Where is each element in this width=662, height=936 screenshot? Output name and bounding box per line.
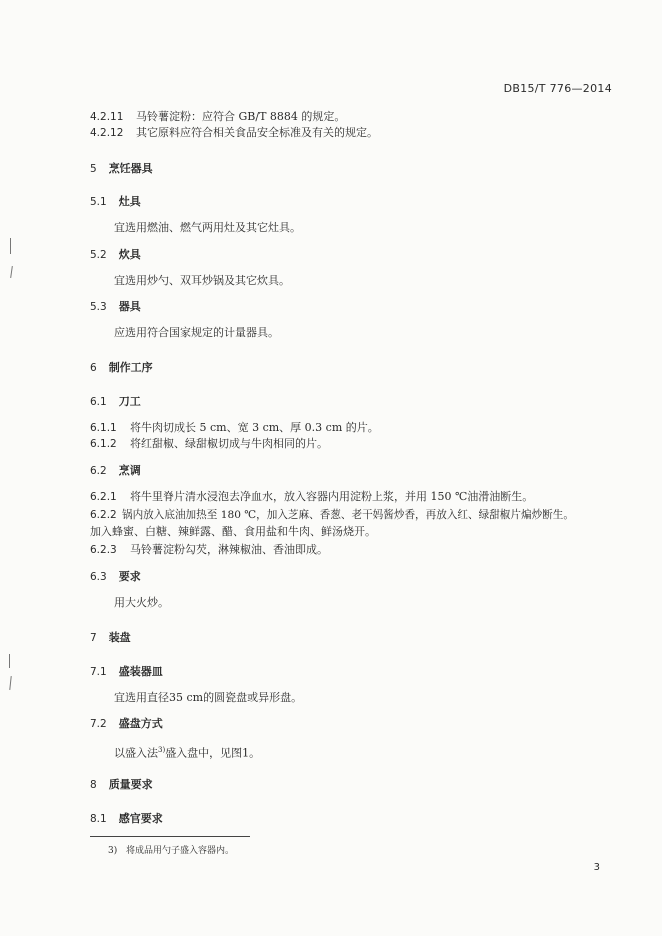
clause-text: 将牛里脊片清水浸泡去净血水，放入容器内用淀粉上浆，并用 150 ℃油滑油断生。 [130, 490, 534, 503]
heading-5-3 [90, 300, 141, 314]
footnote-number: 3) [108, 846, 118, 856]
heading-number: 7.2 [90, 718, 107, 730]
binding-mark [9, 676, 11, 690]
clause-4-2-11 [90, 110, 345, 124]
heading-number: 6.2 [90, 465, 107, 477]
clause-4-2-12 [90, 126, 378, 140]
clause-6-1-1 [90, 421, 379, 435]
clause-number: 6.1.2 [90, 438, 117, 450]
paragraph: 宜选用燃油、燃气两用灶及其它灶具。 [114, 221, 301, 234]
heading-title: 盛装器皿 [118, 665, 163, 678]
paragraph-text: 以盛入法 [114, 746, 158, 760]
heading-title: 装盘 [108, 631, 131, 644]
heading-6-1 [90, 395, 141, 409]
page-number: 3 [593, 862, 600, 873]
heading-6 [90, 361, 153, 375]
clause-continuation: 加入蜂蜜、白糖、辣鲜露、醋、食用盐和牛肉、鲜汤烧开。 [90, 525, 376, 538]
heading-title: 器具 [118, 300, 141, 313]
heading-7 [90, 631, 131, 645]
heading-number: 8 [90, 779, 97, 791]
paragraph [114, 743, 260, 761]
clause-number: 6.2.2 [90, 509, 117, 521]
clause-number: 6.2.1 [90, 491, 117, 503]
heading-number: 8.1 [90, 813, 107, 825]
heading-number: 6.1 [90, 396, 107, 408]
binding-mark [10, 238, 11, 254]
heading-6-3 [90, 570, 141, 584]
paragraph: 宜选用炒勺、双耳炒锅及其它炊具。 [114, 274, 290, 287]
heading-number: 5.3 [90, 301, 107, 313]
clause-6-1-2 [90, 437, 328, 451]
footnote-divider [90, 836, 250, 837]
heading-number: 6.3 [90, 571, 107, 583]
paragraph: 用大火炒。 [114, 596, 169, 609]
heading-title: 刀工 [118, 395, 141, 408]
binding-mark [10, 266, 13, 278]
heading-7-2 [90, 717, 163, 731]
paragraph: 宜选用直径35 cm的圆瓷盘或异形盘。 [114, 691, 303, 704]
paragraph: 应选用符合国家规定的计量器具。 [114, 326, 279, 339]
heading-number: 6 [90, 362, 97, 374]
heading-title: 盛盘方式 [118, 717, 163, 730]
paragraph-text: 盛入盘中，见图1。 [165, 746, 261, 760]
binding-mark [9, 654, 10, 668]
heading-title: 质量要求 [108, 778, 153, 791]
standard-code: DB15/T 776—2014 [503, 82, 612, 95]
heading-8 [90, 778, 153, 792]
clause-text: 将红甜椒、绿甜椒切成与牛肉相同的片。 [130, 437, 328, 450]
clause-number: 4.2.11 [90, 111, 124, 123]
heading-6-2 [90, 464, 141, 478]
heading-title: 感官要求 [118, 812, 163, 825]
footnote-reference: 3) [158, 746, 166, 754]
heading-number: 5.1 [90, 196, 107, 208]
heading-number: 5 [90, 163, 97, 175]
heading-number: 5.2 [90, 249, 107, 261]
clause-text: 将牛肉切成长 5 cm、宽 3 cm、厚 0.3 cm 的片。 [130, 421, 379, 434]
clause-text: 马铃薯淀粉：应符合 GB/T 8884 的规定。 [136, 110, 346, 123]
heading-number: 7.1 [90, 666, 107, 678]
clause-number: 4.2.12 [90, 127, 124, 139]
clause-6-2-1 [90, 490, 533, 504]
clause-6-2-2 [90, 508, 574, 522]
heading-7-1 [90, 665, 163, 679]
heading-title: 要求 [118, 570, 141, 583]
heading-5-2 [90, 248, 141, 262]
heading-title: 烹饪器具 [108, 162, 153, 175]
clause-6-2-3 [90, 543, 328, 557]
heading-title: 灶具 [118, 195, 141, 208]
heading-title: 炊具 [118, 248, 141, 261]
footnote [108, 843, 234, 856]
clause-text: 其它原料应符合相关食品安全标准及有关的规定。 [136, 126, 378, 139]
clause-text: 锅内放入底油加热至 180 ℃，加入芝麻、香葱、老干妈酱炒香，再放入红、绿甜椒片煸炒断生。 [122, 509, 574, 521]
heading-5 [90, 162, 153, 176]
clause-text: 马铃薯淀粉勾芡，淋辣椒油、香油即成。 [130, 543, 328, 556]
footnote-text: 将成品用勺子盛入容器内。 [126, 846, 235, 856]
heading-number: 7 [90, 632, 97, 644]
heading-title: 烹调 [118, 464, 141, 477]
heading-5-1 [90, 195, 141, 209]
heading-8-1 [90, 812, 163, 826]
clause-number: 6.1.1 [90, 422, 117, 434]
heading-title: 制作工序 [108, 361, 153, 374]
clause-number: 6.2.3 [90, 544, 117, 556]
